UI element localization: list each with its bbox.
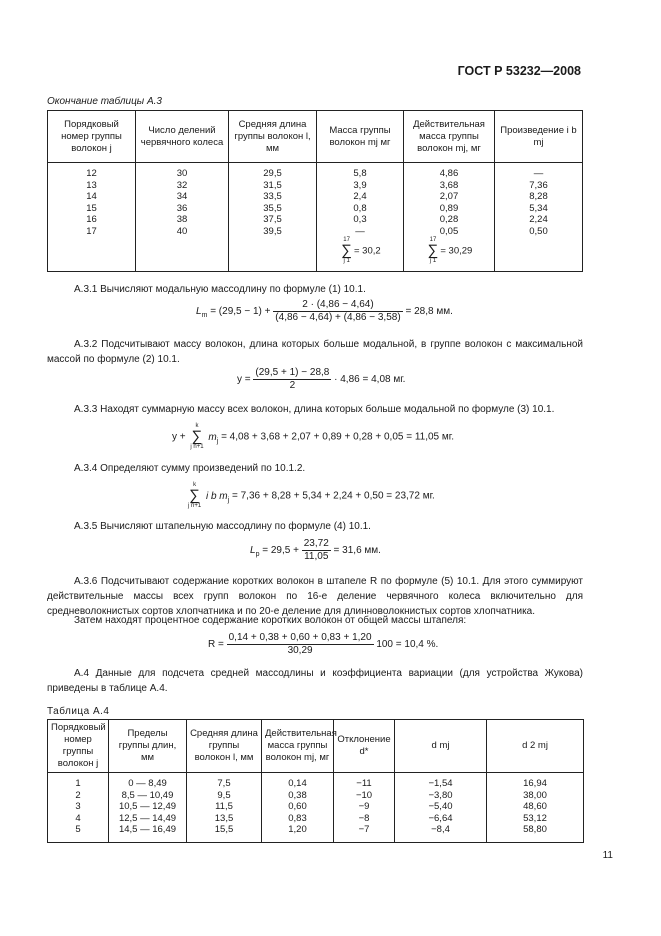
table-cell	[404, 237, 495, 272]
page-number: 11	[602, 850, 613, 861]
table-cell: —	[317, 226, 404, 238]
table-sum-row	[48, 237, 583, 272]
formula-result: = 28,8 мм.	[405, 306, 453, 318]
table-cell: 53,12	[487, 813, 584, 825]
sum-upper-limit: 17	[429, 237, 437, 243]
table-cell: −5,40	[395, 801, 487, 813]
table-a4-caption: Таблица А.4	[47, 706, 110, 717]
table-cell: 16	[48, 214, 136, 226]
paragraph-a3-5: А.3.5 Вычисляют штапельную массодлину по формуле (4) 10.1.	[74, 521, 371, 532]
table-a3-caption: Окончание таблицы А.3	[47, 96, 162, 107]
formula-sum-products	[186, 482, 435, 510]
table-row	[48, 773, 584, 790]
fraction-numerator: 0,14 + 0,38 + 0,60 + 0,83 + 1,20	[228, 632, 372, 643]
table-cell: 1	[48, 773, 109, 790]
table-cell: 5,8	[317, 163, 404, 180]
table-cell: −3,80	[395, 790, 487, 802]
table-row	[48, 214, 583, 226]
table-a3-header: Число делений червячного колеса	[136, 111, 229, 163]
formula-part: = 29,5 +	[262, 545, 299, 557]
formula-term: i b $m_j$	[205, 490, 230, 504]
table-cell: 8,5 — 10,49	[109, 790, 187, 802]
paragraph-a3-1: А.3.1 Вычисляют модальную массодлину по формуле (1) 10.1.	[74, 284, 366, 295]
table-cell: 37,5	[229, 214, 317, 226]
table-cell: 0,14	[262, 773, 334, 790]
table-row	[48, 801, 584, 813]
table-cell	[136, 237, 229, 272]
fraction-denominator: 2	[289, 380, 296, 391]
formula-fraction	[273, 299, 402, 324]
formula-lhs: y +	[172, 431, 186, 443]
table-cell: −8	[334, 813, 395, 825]
table-cell: 48,60	[487, 801, 584, 813]
table-cell: −9	[334, 801, 395, 813]
table-cell: 29,5	[229, 163, 317, 180]
table-cell: 0,38	[262, 790, 334, 802]
fraction-denominator: (4,86 − 4,64) + (4,86 − 3,58)	[275, 312, 401, 323]
sum-value: = 30,29	[440, 245, 473, 257]
table-row	[48, 226, 583, 238]
table-cell: 15	[48, 203, 136, 215]
paragraph-a3-3: А.3.3 Находят суммарную массу всех волокон, длина которых больше модальной по формуле (3) 10.1.	[74, 404, 555, 415]
table-cell: 16,94	[487, 773, 584, 790]
table-cell: 0,28	[404, 214, 495, 226]
formula-result: · 4,86 = 4,08 мг.	[334, 374, 406, 386]
table-cell: 8,28	[495, 191, 583, 203]
table-cell: 58,80	[487, 824, 584, 842]
table-cell: 0,8	[317, 203, 404, 215]
table-row	[48, 813, 584, 825]
table-cell: 31,5	[229, 180, 317, 192]
table-cell: 15,5	[187, 824, 262, 842]
table-a3-header: Действительная масса группы волокон mj, мг	[404, 111, 495, 163]
table-row	[48, 180, 583, 192]
table-cell: −11	[334, 773, 395, 790]
formula-term: $m_j$	[208, 431, 219, 445]
table-cell: 10,5 — 12,49	[109, 801, 187, 813]
table-cell: 12	[48, 163, 136, 180]
table-cell: 2,4	[317, 191, 404, 203]
table-cell: 4,86	[404, 163, 495, 180]
table-cell: 34	[136, 191, 229, 203]
sum-upper-limit: k	[193, 482, 197, 488]
formula-total-mass	[172, 423, 454, 451]
table-cell	[48, 237, 136, 272]
table-a4-header: Пределы группы длин, мм	[109, 720, 187, 773]
table-cell: 5,34	[495, 203, 583, 215]
table-cell	[317, 237, 404, 272]
formula-lhs: $L_p$	[250, 545, 260, 559]
table-cell: 32	[136, 180, 229, 192]
fraction-denominator: 11,05	[304, 551, 329, 562]
formula-fraction	[253, 367, 331, 392]
sum-lower-limit: j n+1	[188, 503, 202, 509]
paragraph-then: Затем находят процентное содержание коротких волокон от общей массы штапеля:	[74, 615, 467, 626]
table-cell: 9,5	[187, 790, 262, 802]
table-cell: 7,36	[495, 180, 583, 192]
fraction-numerator: (29,5 + 1) − 28,8	[255, 367, 330, 378]
table-a4	[47, 719, 584, 843]
table-cell	[495, 237, 583, 272]
table-cell: 0,89	[404, 203, 495, 215]
table-cell: 17	[48, 226, 136, 238]
formula-result: = 31,6 мм.	[333, 545, 381, 557]
table-cell: 35,5	[229, 203, 317, 215]
sum-symbol: 17 ∑ j 1	[427, 237, 439, 264]
document-header: ГОСТ Р 53232—2008	[457, 64, 581, 78]
table-cell: —	[495, 163, 583, 180]
sum-upper-limit: 17	[343, 237, 350, 243]
table-cell: −7	[334, 824, 395, 842]
sum-symbol: 17 ∑ j 1	[341, 237, 352, 264]
paragraph-a3-4: А.3.4 Определяют сумму произведений по 10.1.2.	[74, 463, 306, 474]
formula-short-fibers	[208, 632, 438, 657]
table-a4-header: Отклонение d*	[334, 720, 395, 773]
table-cell: 2,07	[404, 191, 495, 203]
table-cell: −10	[334, 790, 395, 802]
table-cell: 38,00	[487, 790, 584, 802]
table-cell: 3,9	[317, 180, 404, 192]
table-cell: 4	[48, 813, 109, 825]
table-cell: 3,68	[404, 180, 495, 192]
formula-modal-length	[196, 299, 453, 324]
table-a4-header: Порядковый номер группы волокон j	[48, 720, 109, 773]
table-a3-header: Порядковый номер группы волокон j	[48, 111, 136, 163]
sum-upper-limit: k	[195, 423, 199, 429]
table-a4-header: Действительная масса группы волокон mj, мг	[262, 720, 334, 773]
table-cell: 0,50	[495, 226, 583, 238]
table-cell: 38	[136, 214, 229, 226]
table-cell: 0 — 8,49	[109, 773, 187, 790]
table-a4-header: d 2 mj	[487, 720, 584, 773]
table-cell: 2,24	[495, 214, 583, 226]
table-cell: 39,5	[229, 226, 317, 238]
table-cell: 14,5 — 16,49	[109, 824, 187, 842]
fraction-denominator: 30,29	[287, 645, 313, 656]
table-cell: 12,5 — 14,49	[109, 813, 187, 825]
table-a3-header: Произведение i b mj	[495, 111, 583, 163]
table-cell: 2	[48, 790, 109, 802]
sum-value: = 30,2	[354, 245, 381, 257]
table-cell: −8,4	[395, 824, 487, 842]
sum-lower-limit: j 1	[429, 258, 437, 264]
table-a3-header: Средняя длина группы волокон l, мм	[229, 111, 317, 163]
table-cell: 0,83	[262, 813, 334, 825]
paragraph-a4: А.4 Данные для подсчета средней массодлины и коэффициента вариации (для устройства Жукова) приведены в таблице А.4.	[47, 668, 583, 694]
table-cell: 0,60	[262, 801, 334, 813]
table-cell: 11,5	[187, 801, 262, 813]
table-cell: 7,5	[187, 773, 262, 790]
paragraph-a3-2: А.3.2 Подсчитывают массу волокон, длина которых больше модальной, в группе волокон с максимальной массой по формуле (2) 10.1.	[47, 339, 583, 365]
sum-lower-limit: j n+1	[190, 444, 204, 450]
table-cell: 0,3	[317, 214, 404, 226]
table-cell: 36	[136, 203, 229, 215]
sum-lower-limit: j 1	[343, 258, 350, 264]
formula-part: = (29,5 − 1) +	[210, 306, 271, 318]
formula-mass-longer	[237, 367, 405, 392]
table-cell: 40	[136, 226, 229, 238]
table-cell	[229, 237, 317, 272]
sum-symbol: k ∑ j n+1	[190, 423, 204, 450]
table-a3	[47, 110, 583, 272]
formula-lhs: R =	[208, 639, 224, 651]
fraction-numerator: 2 · (4,86 − 4,64)	[273, 299, 402, 312]
table-row	[48, 790, 584, 802]
table-cell: −1,54	[395, 773, 487, 790]
table-row	[48, 203, 583, 215]
table-cell: −6,64	[395, 813, 487, 825]
table-row	[48, 163, 583, 180]
table-a4-header: Средняя длина группы волокон l, мм	[187, 720, 262, 773]
table-row	[48, 824, 584, 842]
table-cell: 5	[48, 824, 109, 842]
fraction-numerator: 23,72	[303, 538, 329, 549]
formula-lhs: $L_m$	[196, 306, 208, 320]
table-row	[48, 191, 583, 203]
formula-staple-length	[250, 538, 381, 563]
table-cell: 14	[48, 191, 136, 203]
table-cell: 1,20	[262, 824, 334, 842]
formula-lhs: y =	[237, 374, 251, 386]
paragraph-a3-6: А.3.6 Подсчитывают содержание коротких волокон в штапеле R по формуле (5) 10.1. Для этого суммируют действительные массы всех групп волокон по 16-е деление червячного колеса включительно для средневолокнистых сортов хлопчатника и по 20-е деление для длинноволокнистых сортов хлопчатника.	[47, 576, 583, 617]
table-a3-header: Масса группы волокон mj мг	[317, 111, 404, 163]
table-cell: 13	[48, 180, 136, 192]
table-cell: 33,5	[229, 191, 317, 203]
table-cell: 3	[48, 801, 109, 813]
table-a4-header: d mj	[395, 720, 487, 773]
formula-fraction	[302, 538, 331, 563]
formula-result: = 4,08 + 3,68 + 2,07 + 0,89 + 0,28 + 0,05 = 11,05 мг.	[221, 431, 454, 443]
formula-result: 100 = 10,4 %.	[376, 639, 439, 651]
sum-symbol: k ∑ j n+1	[188, 482, 202, 509]
table-cell: 0,05	[404, 226, 495, 238]
table-cell: 13,5	[187, 813, 262, 825]
table-cell: 30	[136, 163, 229, 180]
formula-fraction	[227, 632, 374, 657]
formula-result: = 7,36 + 8,28 + 5,34 + 2,24 + 0,50 = 23,72 мг.	[231, 490, 435, 502]
